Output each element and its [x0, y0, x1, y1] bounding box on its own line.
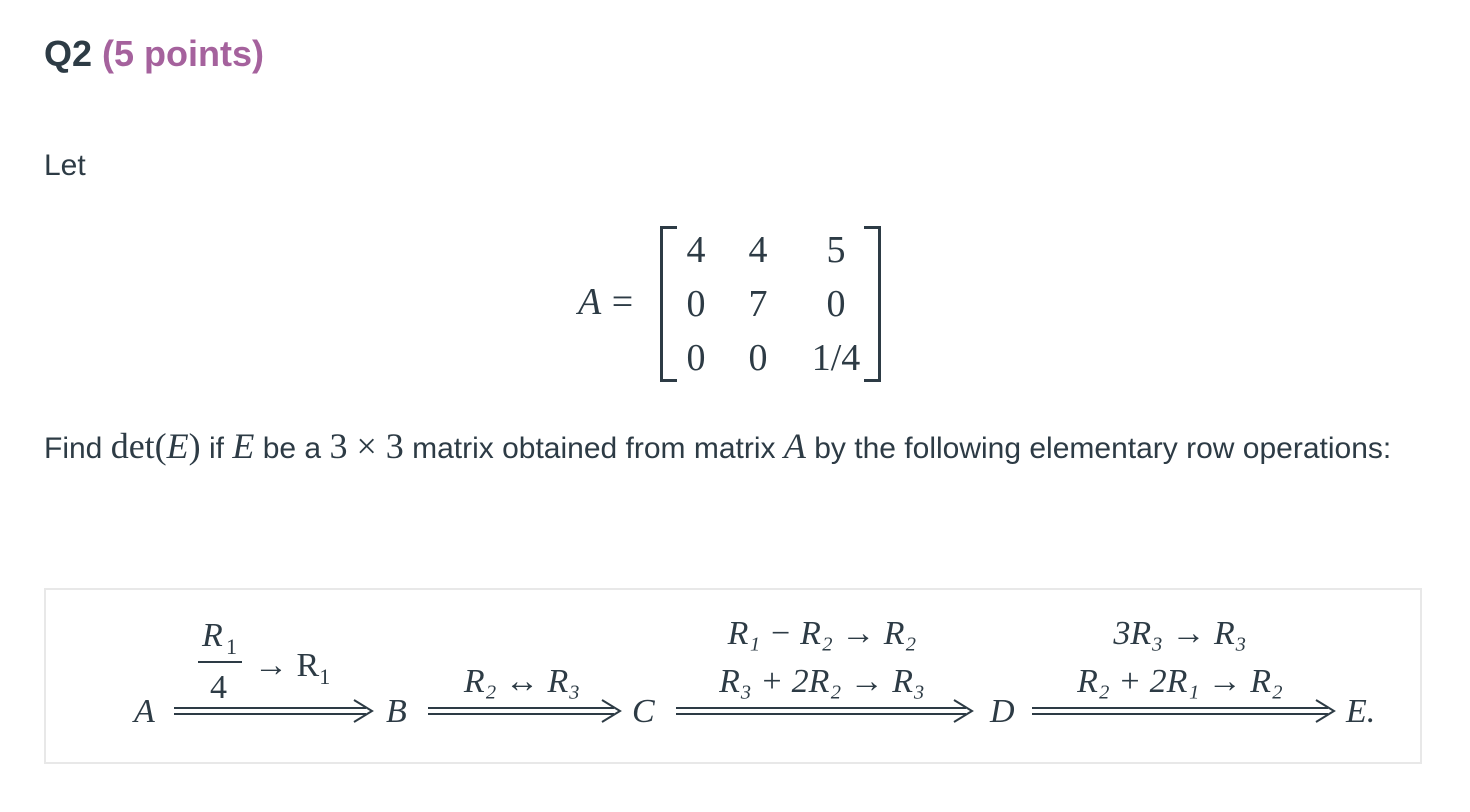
- matrix-cell: 4: [686, 229, 706, 271]
- arrow-3: [676, 700, 972, 722]
- matrix-cell: 7: [748, 283, 768, 325]
- step1-label: [198, 617, 330, 706]
- equals-sign: =: [611, 281, 634, 323]
- node-label: D: [990, 693, 1015, 730]
- matrix-cell: 0: [686, 283, 706, 325]
- matrix-cell: 0: [826, 283, 846, 325]
- det-close: ): [188, 426, 201, 466]
- step2-label: R₂ ↔ R₃: [463, 663, 581, 700]
- arrow-2: [428, 700, 620, 722]
- step3-label-line1: R₁ − R₂ → R₂: [727, 615, 917, 652]
- step1-rest: [254, 647, 330, 689]
- step1-rest-text: → R: [254, 647, 320, 684]
- math-variable: A: [783, 426, 806, 466]
- arrow-4: [1032, 700, 1334, 722]
- matrix-equation: [578, 222, 898, 382]
- matrix-right-bracket: [864, 226, 881, 382]
- fraction-numerator: R: [202, 617, 223, 654]
- matrix-name: A: [578, 281, 602, 323]
- matrix-cell: 5: [826, 229, 846, 271]
- prompt-text: Find: [44, 432, 103, 465]
- fraction-denominator: 4: [210, 669, 227, 706]
- step4-label-line1: 3R₃ → R₃: [1113, 615, 1247, 652]
- matrix-cell: 1/4: [811, 337, 861, 379]
- step1-rest-subscript: 1: [319, 664, 331, 689]
- prompt-text: matrix obtained from matrix: [412, 432, 776, 465]
- intro-text: Let: [44, 149, 86, 182]
- math-variable: E: [232, 426, 255, 466]
- matrix-lhs: [578, 280, 633, 324]
- node-label: A: [134, 693, 155, 730]
- node-label: E.: [1346, 693, 1376, 730]
- numerator-subscript: 1: [226, 634, 237, 659]
- prompt-text: be a: [262, 432, 322, 465]
- math-variable: E: [166, 426, 189, 466]
- prompt-text: by the following elementary row operations:: [814, 432, 1392, 465]
- node-label: C: [632, 693, 655, 730]
- step3-label-line2: R₃ + 2R₂ → R₃: [719, 663, 925, 700]
- question-points: (5 points): [102, 33, 265, 74]
- matrix-cell: 0: [686, 337, 706, 379]
- step4-label-line2: R₂ + 2R₁ → R₂: [1077, 663, 1283, 700]
- node-label: B: [386, 693, 407, 730]
- row-operations-box: [44, 588, 1422, 764]
- arrow-1: [174, 700, 372, 722]
- matrix-cell: 4: [748, 229, 768, 271]
- row-operations-diagram: [46, 590, 1424, 766]
- matrix-cell: 0: [748, 337, 768, 379]
- question-number: Q2: [44, 33, 93, 74]
- prompt-text: if: [209, 432, 225, 465]
- question-title: [44, 32, 264, 76]
- question-prompt: [44, 418, 1424, 477]
- det-function: det(: [110, 426, 167, 466]
- matrix-dimensions: 3 × 3: [329, 426, 404, 466]
